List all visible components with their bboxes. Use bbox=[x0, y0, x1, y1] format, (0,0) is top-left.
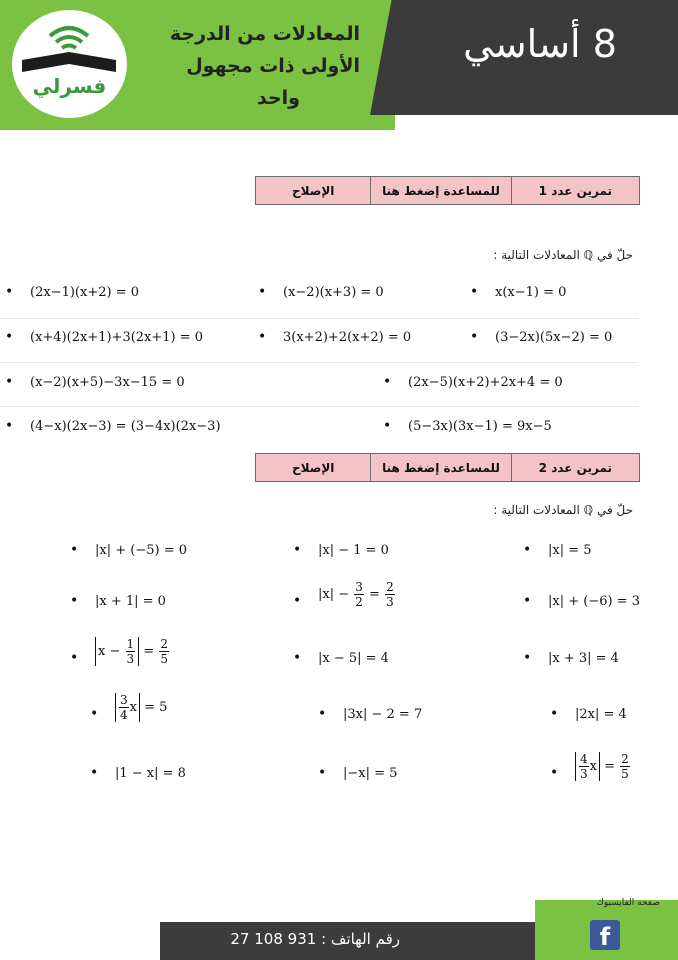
fraction: $\frac{3}{4}$ bbox=[120, 693, 128, 722]
bullet: • bbox=[70, 542, 79, 558]
bullet: • bbox=[5, 329, 14, 345]
title-line-3: واحد bbox=[257, 87, 300, 109]
exercise1-bar bbox=[255, 176, 640, 205]
equation: (2x−5)(x+2)+2x+4 = 0 bbox=[408, 375, 563, 390]
divider bbox=[0, 362, 638, 363]
equation: |x + 1| = 0 bbox=[95, 594, 166, 609]
bullet: • bbox=[383, 418, 392, 434]
equation: (x−2)(x+3) = 0 bbox=[283, 285, 384, 300]
bullet: • bbox=[5, 418, 14, 434]
title-line-2: الأولى ذات مجهول bbox=[186, 55, 360, 77]
fraction-equation: x − $\frac{1}{3}$ = $\frac{2}{5}$ bbox=[95, 637, 170, 666]
bullet: • bbox=[258, 284, 267, 300]
fraction: $\frac{2}{5}$ bbox=[621, 752, 629, 781]
logo bbox=[12, 10, 127, 118]
equation: (3−2x)(5x−2) = 0 bbox=[495, 330, 613, 345]
logo-text: فسرلي bbox=[32, 74, 107, 98]
bullet: • bbox=[318, 706, 327, 722]
equation: x(x−1) = 0 bbox=[495, 285, 567, 300]
fraction: $\frac{3}{2}$ bbox=[355, 580, 363, 609]
fraction: $\frac{2}{3}$ bbox=[386, 580, 394, 609]
exercise1-help-button[interactable]: للمساعدة إضغط هنا bbox=[370, 177, 510, 204]
bullet: • bbox=[550, 765, 559, 781]
bullet: • bbox=[523, 593, 532, 609]
exercise2-bar bbox=[255, 453, 640, 482]
bullet: • bbox=[90, 765, 99, 781]
equation: (4−x)(2x−3) = (3−4x)(2x−3) bbox=[30, 419, 221, 434]
phone-number: رقم الهاتف : 931 108 27 bbox=[230, 930, 400, 948]
bullet: • bbox=[258, 329, 267, 345]
bullet: • bbox=[470, 284, 479, 300]
equation: |2x| = 4 bbox=[575, 707, 627, 722]
bullet: • bbox=[550, 706, 559, 722]
bullet: • bbox=[293, 650, 302, 666]
grade-label: 8 أساسي bbox=[463, 22, 617, 66]
fraction: $\frac{4}{3}$ bbox=[580, 752, 588, 781]
exercise1-instruction: حلّ في ℚ المعادلات التالية : bbox=[493, 248, 633, 262]
bullet: • bbox=[523, 650, 532, 666]
equation: (x+4)(2x+1)+3(2x+1) = 0 bbox=[30, 330, 204, 345]
equation: |3x| − 2 = 7 bbox=[343, 707, 423, 722]
equation: |−x| = 5 bbox=[343, 766, 398, 781]
equation: |x| − 1 = 0 bbox=[318, 543, 389, 558]
equation: (x−2)(x+5)−3x−15 = 0 bbox=[30, 375, 185, 390]
equation: |x + 3| = 4 bbox=[548, 651, 619, 666]
exercise1-label: تمرين عدد 1 bbox=[511, 177, 639, 204]
equation: |x − 5| = 4 bbox=[318, 651, 389, 666]
divider bbox=[0, 318, 638, 319]
exercise2-help-button[interactable]: للمساعدة إضغط هنا bbox=[370, 454, 510, 481]
equation: (2x−1)(x+2) = 0 bbox=[30, 285, 139, 300]
page-title bbox=[140, 18, 360, 114]
fraction-equation: $\frac{4}{3}$ x = $\frac{2}{5}$ bbox=[575, 752, 631, 781]
bullet: • bbox=[70, 593, 79, 609]
fraction: $\frac{2}{5}$ bbox=[160, 637, 168, 666]
bullet: • bbox=[70, 650, 79, 666]
exercise2-label: تمرين عدد 2 bbox=[511, 454, 639, 481]
fraction-equation: $\frac{3}{4}$ x = 5 bbox=[115, 693, 167, 722]
title-line-1: المعادلات من الدرجة bbox=[169, 23, 360, 45]
exercise2-instruction: حلّ في ℚ المعادلات التالية : bbox=[493, 503, 633, 517]
bullet: • bbox=[383, 374, 392, 390]
bullet: • bbox=[293, 593, 302, 609]
equation: 3(x+2)+2(x+2) = 0 bbox=[283, 330, 412, 345]
exercise2-correction-button[interactable]: الإصلاح bbox=[256, 454, 370, 481]
bullet: • bbox=[523, 542, 532, 558]
equation: (5−3x)(3x−1) = 9x−5 bbox=[408, 419, 552, 434]
fraction-equation: |x| − $\frac{3}{2}$ = $\frac{2}{3}$ bbox=[318, 580, 394, 609]
exercise1-correction-button[interactable]: الإصلاح bbox=[256, 177, 370, 204]
bullet: • bbox=[5, 374, 14, 390]
bullet: • bbox=[293, 542, 302, 558]
facebook-label: صفحة الفايسبوك bbox=[596, 898, 660, 908]
equation: |1 − x| = 8 bbox=[115, 766, 186, 781]
bullet: • bbox=[5, 284, 14, 300]
bullet: • bbox=[318, 765, 327, 781]
facebook-icon[interactable]: f bbox=[590, 920, 620, 950]
equation: |x| + (−6) = 3 bbox=[548, 594, 640, 609]
fraction: $\frac{1}{3}$ bbox=[126, 637, 135, 666]
equation: |x| + (−5) = 0 bbox=[95, 543, 187, 558]
divider bbox=[0, 406, 638, 407]
bullet: • bbox=[90, 706, 99, 722]
bullet: • bbox=[470, 329, 479, 345]
equation: |x| = 5 bbox=[548, 543, 592, 558]
